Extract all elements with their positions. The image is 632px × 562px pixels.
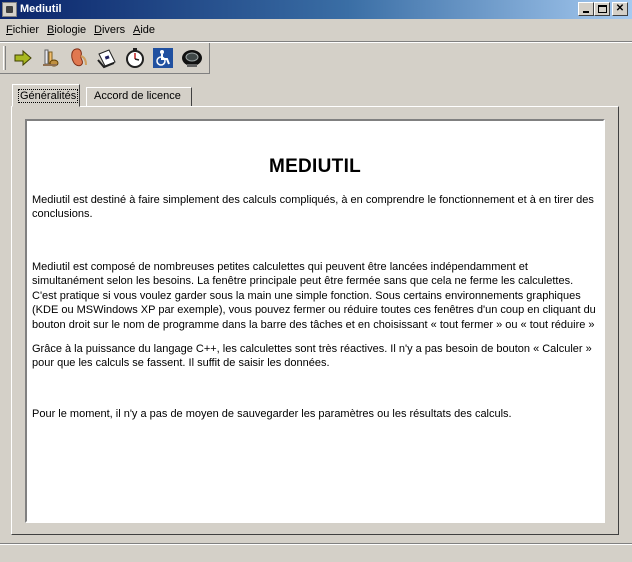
title-bar[interactable] [0,0,632,19]
paragraph-sauvegarde: Pour le moment, il n'y a pas de moyen de sauvegarder les paramètres ou les résultats des calculs. [32,408,512,420]
window-title: Mediutil [20,3,62,15]
tab-generalites[interactable] [12,84,80,107]
paragraph-performance: Grâce à la puissance du langage C++, les calculettes sont très réactives. Il n'y a pas besoin de bouton « Calculer » pour que les calculs se fassent. Il suffit de saisir les données. [32,343,592,370]
toolbar-button-ecran[interactable] [179,45,205,71]
menu-divers[interactable]: Divers [94,24,126,36]
toolbar-button-next[interactable] [10,45,36,71]
minimize-icon [583,11,589,13]
toolbar-grip[interactable] [3,46,6,70]
bottom-divider [0,543,632,545]
toolbar-button-document[interactable] [94,45,120,71]
close-button[interactable] [612,2,628,16]
wheelchair-icon [152,47,174,69]
maximize-icon [598,5,607,13]
monitor-icon [181,47,203,69]
stopwatch-icon [124,47,146,69]
menu-aide[interactable]: Aide [133,24,156,36]
toolbar-button-biologie[interactable] [37,45,63,71]
app-icon[interactable] [2,2,17,17]
tab-accord-de-licence-label: Accord de licence [94,90,181,102]
tab-generalites-label: Généralités [20,90,77,102]
paragraph-calculettes: Mediutil est composé de nombreuses petites calculettes qui peuvent être lancées indépendamment et simultanément selon les besoins. La fenêtre principale peut être fermée sans que cela ne ferme les calculettes. C'est pratique si vous voulez garder sous la main une simple fonction. Sous certains environnements graphiques (KDE ou MSWindows XP par exemple), vous pouvez fermer ou réduire toutes ces fenêtres d'un coup en cliquant du bouton droit sur le nom de programme dans la barre des tâches et en choisissant « tout fermer » ou « tout réduire » [32,261,596,331]
arrow-right-icon [12,47,34,69]
paragraph-intro: Mediutil est destiné à faire simplement des calculs compliqués, à en comprendre le fonctionnement et à en tirer des conclusions. [32,194,594,221]
kidney-icon [68,47,90,69]
flask-icon [39,47,61,69]
menu-bar [0,21,632,41]
document-icon [96,47,118,69]
tab-accord-de-licence[interactable] [86,87,192,107]
content-area[interactable] [25,119,605,523]
maximize-button[interactable] [594,2,610,16]
tab-panel [11,106,619,535]
menu-fichier[interactable]: Fichier [6,24,40,36]
toolbar-button-rein[interactable] [66,45,92,71]
toolbar-button-chrono[interactable] [122,45,148,71]
close-icon: ✕ [615,3,625,14]
menu-biologie[interactable]: Biologie [47,24,87,36]
toolbar-button-handicap[interactable] [150,45,176,71]
minimize-button[interactable] [578,2,594,16]
document-title: MEDIUTIL [268,156,362,177]
toolbar [0,43,210,73]
